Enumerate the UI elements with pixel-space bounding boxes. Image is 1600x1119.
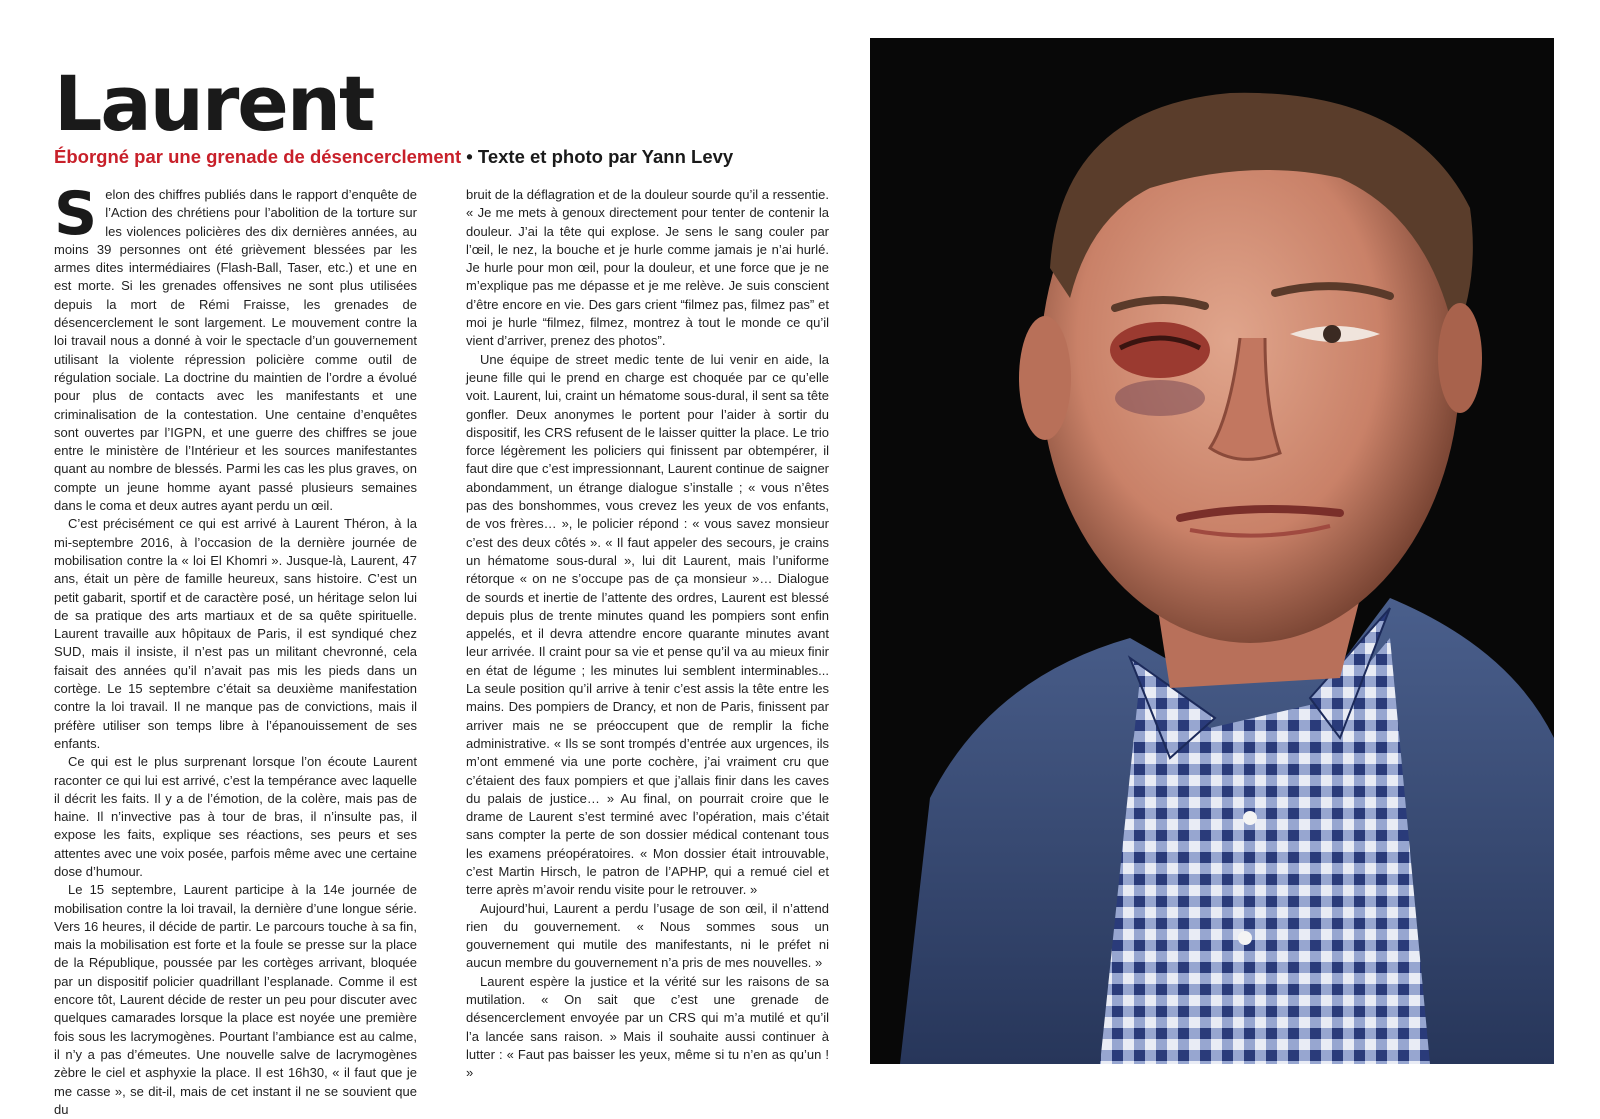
- article-subtitle: [54, 146, 733, 168]
- drop-cap: S: [54, 179, 98, 249]
- paragraph-text: elon des chiffres publiés dans le rapport d’enquête de l’Action des chrétiens pour l’abolition de la torture sur les violences policières des dix dernières années, au moins 39 personnes ont été grièvement blessées par les armes dites intermédiaires (Flash-Ball, Taser, etc.) et une en est morte. Si les grenades offensives ne sont plus utilisées depuis la mort de Rémi Fraisse, les grenades de désencerclement le sont largement. Le mouvement contre la loi travail nous a donné à voir le spectacle d’un gouvernement utilisant la violente répression policière comme outil de régulation sociale. La doctrine du maintien de l’ordre a évolué pour plus de contacts avec les manifestants et une criminalisation de la contestation. Une centaine d’enquêtes sont ouvertes par l’IGPN, et une guerre des chiffres se joue entre le ministère de l’Intérieur et les sources manifestantes quant au nombre de blessés. Parmi les cas les plus graves, on compte un jeune homme ayant passé plusieurs semaines dans le coma et deux autres ayant perdu un œil.: [54, 187, 417, 514]
- paragraph: Aujourd’hui, Laurent a perdu l’usage de son œil, il n’attend rien du gouvernement. « Nous sommes sous un gouvernement qui mutile des manifestants, ni le préfet ni aucun membre du gouvernement n’a pris de mes nouvelles. »: [466, 900, 829, 971]
- paragraph: C’est précisément ce qui est arrivé à Laurent Théron, à la mi-septembre 2016, à l’occasion de la dernière journée de mobilisation contre la « loi El Khomri ». Jusque-là, Laurent, 47 ans, était un père de famille heureux, sans histoire. C’est un petit gabarit, sportif et de caractère posé, un héritage selon lui de sa pratique des arts martiaux et de sa quête spirituelle. Laurent travaille aux hôpitaux de Paris, il est syndiqué chez SUD, mais il insiste, il n’est pas un militant chevronné, cela faisait des années qu’il n’avait pas mis les pieds dans un cortège. Le 15 septembre c’était sa deuxième manifestation contre la loi travail. Il ne manque pas de convictions, mais il préfère utiliser son temps libre à l’épanouissement de ses enfants.: [54, 516, 417, 751]
- paragraph: Laurent espère la justice et la vérité sur les raisons de sa mutilation. « On sait que c’est une grenade de désencerclement envoyée par un CRS qui m’a mutilé et qu’il l’a lancée sans raison. » Mais il souhaite aussi continuer à lutter : « Faut pas baisser les yeux, même si tu n’en as qu’un ! »: [466, 973, 829, 1081]
- paragraph: bruit de la déflagration et de la douleur sourde qu’il a ressentie. « Je me mets à genoux directement pour tenter de contenir la douleur. J’ai la tête qui explose. Je sens le sang couler par l’œil, le nez, la bouche et je hurle comme jamais je n’ai hurlé. Je hurle pour mon œil, pour la douleur, et une force que je ne m’explique pas me dépasse et je me relève. Je suis conscient d’être encore en vie. Des gars crient “filmez pas, filmez pas” et moi je hurle “filmez, filmez, montrez à tout le monde ce qu’il vient d’arriver, prenez des photos”.: [466, 187, 829, 349]
- article-column-right: [466, 186, 829, 1083]
- article-column-left: [54, 179, 417, 1119]
- portrait-illustration: [870, 38, 1554, 1064]
- article-title: Laurent: [54, 59, 374, 148]
- paragraph: Ce qui est le plus surprenant lorsque l’on écoute Laurent raconter ce qui lui est arrivé, c’est la tempérance avec laquelle il décrit les faits. Il y a de l’émotion, de la colère, mais pas de haine. Il n’invective pas à tour de bras, il n’insulte pas, il expose les faits, explique ses réactions, ses peurs et ses attentes avec une voix posée, parfois même avec une certaine dose d’humour.: [54, 754, 417, 879]
- subtitle-separator: •: [461, 146, 478, 167]
- paragraph: [54, 179, 417, 515]
- paragraph: Le 15 septembre, Laurent participe à la 14e journée de mobilisation contre la loi travail, la dernière d’une longue série. Vers 16 heures, il décide de partir. Le parcours touche à sa fin, mais la mobilisation est forte et la foule se presse sur la place de la République, poussée par les cortèges arrivant, bloquée par un dispositif policier quadrillant l’esplanade. Comme il est encore tôt, Laurent décide de rester un peu pour discuter avec quelques camarades lorsque la place est noyée une première fois sous les lacrymogènes. Pourtant l’ambiance est au calme, il n’y a pas d’émeutes. Une nouvelle salve de lacrymogènes zèbre le ciel et asphyxie la place. Il est 16h30, « il faut que je me casse », se dit-il, mais de cet instant il ne se souvient que du: [54, 882, 417, 1117]
- subtitle-headline: Éborgné par une grenade de désencerclement: [54, 146, 462, 167]
- paragraph: Une équipe de street medic tente de lui venir en aide, la jeune fille qui le prend en charge est choquée par ce qu’elle voit. Laurent, lui, craint un hématome sous-dural, il sent sa tête gonfler. Deux anonymes le portent pour l’aider à sortir du dispositif, les CRS refusent de le laisser quitter la place. Le trio force légèrement les policiers qui finissent par obtempérer, il faut dire que c’est impressionnant, Laurent continue de saigner abondamment, un étrange dialogue s’installe ; « vous n’êtes pas des bonshommes, vous crevez les yeux de vos enfants, de vos frères… », le policier répond : « vous savez monsieur c’est des deux côtés ». « Il faut appeler des secours, je crains un hématome sous-dural », lui dit Laurent, mais l’uniforme rétorque « on ne s’occupe pas de ça monsieur »… Dialogue de sourds et inertie de l’attente des ordres, Laurent est blessé depuis plus de trente minutes quand les pompiers sont enfin appelés, et il devra attendre encore quarante minutes avant leur arrivée. Il craint pour sa vie et pense qu’il va au mieux finir en état de légume ; les minutes lui semblent interminables... La seule position qu’il arrive à tenir c’est assis la tête entre les mains. Des pompiers de Drancy, et non de Paris, finissent par arriver mais ne se préoccupent que de remplir la fiche administrative. « Ils se sont trompés d’entrée aux urgences, ils m’ont emmené via une porte cochère, j’ai vraiment cru que c’étaient des faux pompiers et que j’allais finir dans les caves du palais de justice… » Au final, on pourrait croire que le drame de Laurent s’est terminé avec l’opération, mais c’était sans compter la perte de son dossier médical contenant tous les examens préopératoires. « Mon dossier était introuvable, c’est Martin Hirsch, le patron de l’APHP, qui a remué ciel et terre après m’avoir rendu visite pour le retrouver. »: [466, 351, 829, 898]
- subtitle-credit: Texte et photo par Yann Levy: [477, 146, 734, 167]
- portrait-photo: [870, 38, 1554, 1064]
